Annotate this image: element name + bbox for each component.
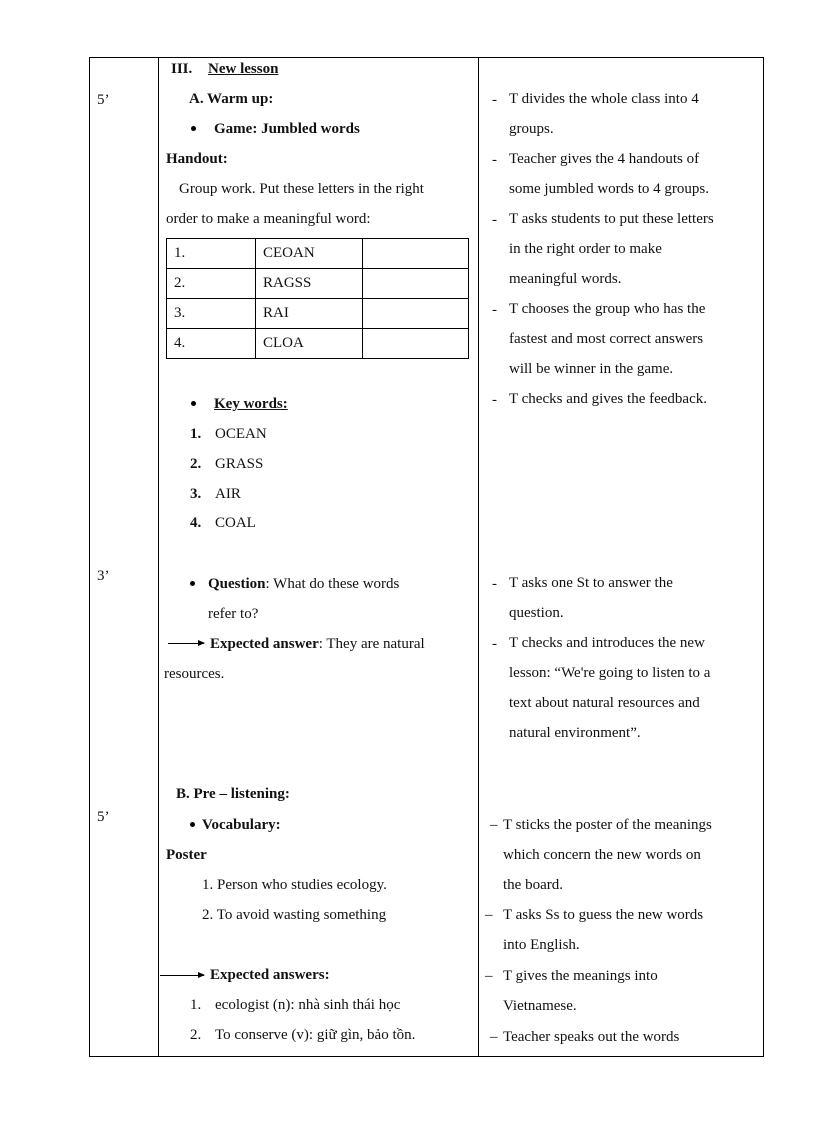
activity-line: T asks one St to answer the [509, 575, 673, 591]
pre-listening-heading: B. Pre – listening: [176, 786, 290, 802]
activity-line: T asks students to put these letters [509, 211, 714, 227]
activity-line: lesson: “We're going to listen to a [509, 665, 711, 681]
row-number: 1. [167, 239, 256, 269]
activity-line: T asks Ss to guess the new words [503, 907, 704, 923]
question-line [208, 575, 399, 593]
time-warm-up: 5’ [97, 92, 110, 108]
key-word: GRASS [215, 456, 264, 472]
key-word: OCEAN [215, 426, 267, 442]
key-word-number: 1. [190, 426, 202, 442]
activity-line: Teacher gives the 4 handouts of [509, 151, 700, 167]
time-question: 3’ [97, 568, 110, 584]
table-right-border [763, 57, 764, 1057]
poster-item: 1. Person who studies ecology. [202, 877, 387, 893]
answer-cell [363, 269, 469, 299]
activity-line: meaningful words. [509, 271, 622, 287]
activity-line: some jumbled words to 4 groups. [509, 181, 709, 197]
answer-cell [363, 299, 469, 329]
instruction-line-2: order to make a meaningful word: [166, 211, 371, 227]
answer-number: 2. [190, 1027, 202, 1043]
key-word: AIR [215, 486, 241, 502]
list-dash: – [490, 817, 498, 833]
bullet-game [191, 126, 196, 131]
arrow-right-icon [168, 643, 204, 644]
activity-line: which concern the new words on [503, 847, 701, 863]
time-pre-listening: 5’ [97, 809, 110, 825]
answer-cell [363, 329, 469, 359]
activity-line: will be winner in the game. [509, 361, 674, 377]
table-row [167, 269, 469, 299]
row-number: 3. [167, 299, 256, 329]
list-dash: – [485, 968, 493, 984]
jumbled-word: CEOAN [256, 239, 363, 269]
table-bottom-border [89, 1056, 764, 1057]
activity-line: question. [509, 605, 564, 621]
question-continuation: refer to? [208, 606, 259, 622]
activity-line: text about natural resources and [509, 695, 700, 711]
expected-answer-text: : They are natural [318, 636, 425, 652]
activity-line: T sticks the poster of the meanings [503, 817, 712, 833]
key-word-number: 2. [190, 456, 202, 472]
activity-line: T checks and introduces the new [509, 635, 705, 651]
activity-line: fastest and most correct answers [509, 331, 704, 347]
activity-line: T chooses the group who has the [509, 301, 706, 317]
bullet-vocabulary [190, 822, 195, 827]
section-roman: III. [171, 61, 193, 77]
answer-cell [363, 239, 469, 269]
expected-answer-line [210, 635, 425, 653]
table-row [167, 239, 469, 269]
activity-line: the board. [503, 877, 563, 893]
handout-label: Handout: [166, 151, 228, 167]
row-number: 2. [167, 269, 256, 299]
key-word: COAL [215, 515, 256, 531]
activity-line: into English. [503, 937, 580, 953]
answer-number: 1. [190, 997, 202, 1013]
list-dash: - [492, 576, 497, 592]
question-text: : What do these words [265, 576, 400, 592]
table-divider-time [158, 57, 159, 1057]
key-word-number: 4. [190, 515, 202, 531]
jumbled-word: RAGSS [256, 269, 363, 299]
jumbled-word: CLOA [256, 329, 363, 359]
expected-answers-label: Expected answers: [210, 967, 330, 983]
activity-line: in the right order to make [509, 241, 662, 257]
list-dash: - [492, 212, 497, 228]
list-dash: - [492, 302, 497, 318]
list-dash: – [485, 907, 493, 923]
vocabulary-label: Vocabulary: [202, 817, 281, 833]
table-left-border [89, 57, 90, 1057]
table-row [167, 299, 469, 329]
expected-answer-label: Expected answer [210, 636, 319, 652]
list-dash: - [492, 392, 497, 408]
game-title: Game: Jumbled words [214, 121, 360, 137]
activity-line: groups. [509, 121, 554, 137]
list-dash: - [492, 92, 497, 108]
key-words-label: Key words: [214, 396, 288, 412]
activity-line: Teacher speaks out the words [503, 1029, 680, 1045]
activity-line: T gives the meanings into [503, 968, 658, 984]
activity-line: natural environment”. [509, 725, 641, 741]
instruction-line-1: Group work. Put these letters in the right [179, 181, 424, 197]
table-row [167, 329, 469, 359]
jumbled-word: RAI [256, 299, 363, 329]
activity-line: T divides the whole class into 4 [509, 91, 699, 107]
bullet-question [190, 581, 195, 586]
table-top-border [89, 57, 764, 58]
expected-answer-continuation: resources. [164, 666, 225, 682]
warm-up-heading: A. Warm up: [189, 91, 274, 107]
key-word-number: 3. [190, 486, 202, 502]
row-number: 4. [167, 329, 256, 359]
list-dash: - [492, 152, 497, 168]
answer-text: To conserve (v): giữ gìn, bảo tồn. [215, 1027, 416, 1043]
activity-line: T checks and gives the feedback. [509, 391, 707, 407]
list-dash: – [490, 1029, 498, 1045]
poster-item: 2. To avoid wasting something [202, 907, 387, 923]
activity-line: Vietnamese. [503, 998, 577, 1014]
jumbled-words-table [166, 238, 469, 359]
answer-text: ecologist (n): nhà sinh thái học [215, 997, 401, 1013]
bullet-key-words [191, 401, 196, 406]
poster-label: Poster [166, 847, 207, 863]
list-dash: - [492, 636, 497, 652]
arrow-right-icon [160, 975, 204, 976]
section-title: New lesson [208, 61, 279, 77]
question-label: Question [208, 576, 266, 592]
table-divider-content [478, 57, 479, 1057]
